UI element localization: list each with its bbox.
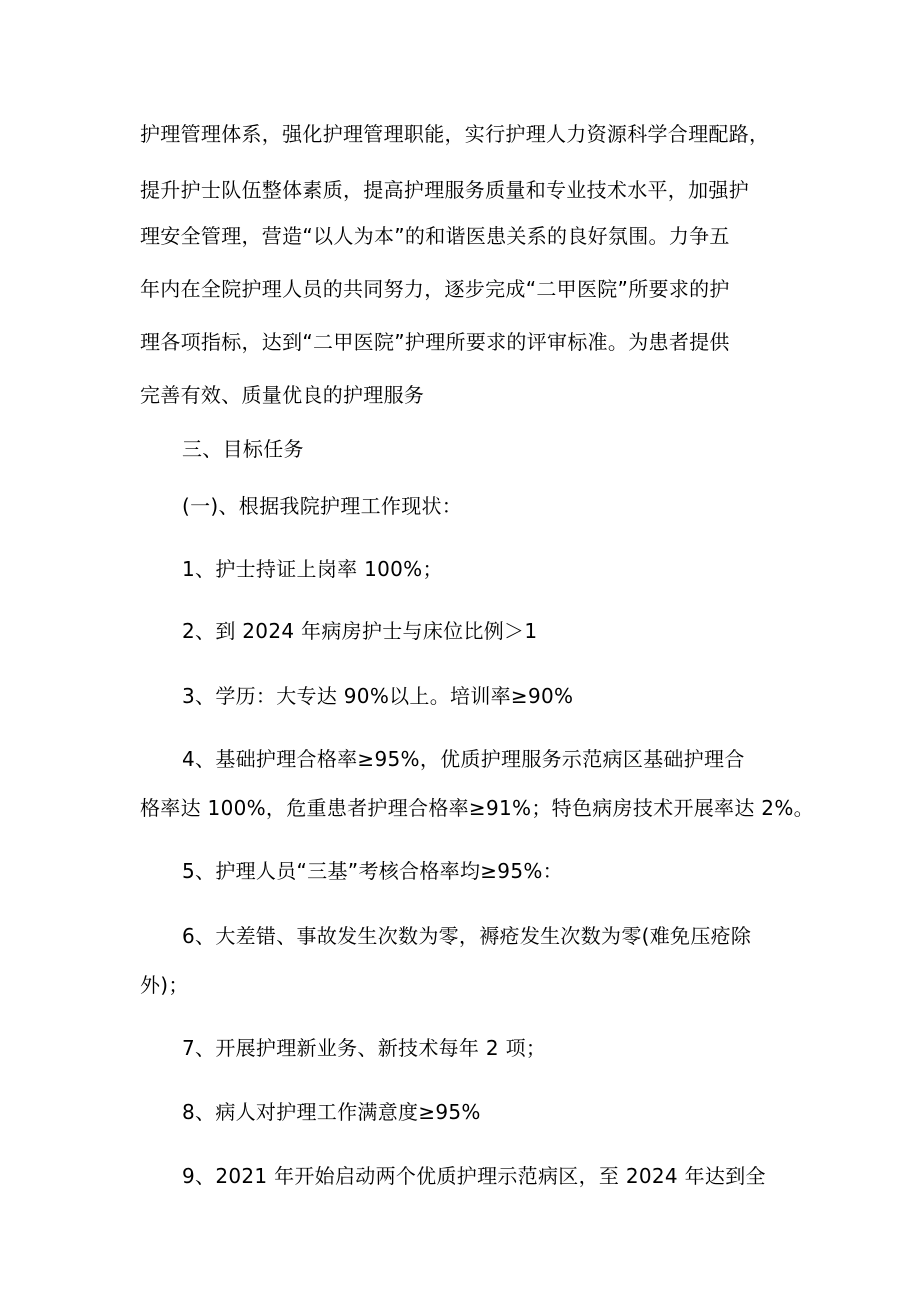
- intro-line: 完善有效、质量优良的护理服务: [140, 383, 425, 407]
- intro-line: 年内在全院护理人员的共同努力，逐步完成“二甲医院”所要求的护: [140, 277, 730, 301]
- intro-line: 提升护士队伍整体素质，提高护理服务质量和专业技术水平，加强护: [140, 178, 749, 202]
- intro-line: 理安全管理，营造“以人为本”的和谐医患关系的良好氛围。力争五: [140, 224, 730, 248]
- list-item-continuation: 格率达 100%，危重患者护理合格率≥91%；特色病房技术开展率达 2%。: [140, 796, 814, 820]
- section-heading: 三、目标任务: [182, 437, 304, 461]
- list-item: 9、2021 年开始启动两个优质护理示范病区，至 2024 年达到全: [182, 1164, 766, 1188]
- subheading: (一)、根据我院护理工作现状：: [182, 494, 463, 518]
- intro-line: 护理管理体系，强化护理管理职能，实行护理人力资源科学合理配路，: [140, 122, 770, 146]
- intro-line: 理各项指标，达到“二甲医院”护理所要求的评审标准。为患者提供: [140, 330, 730, 354]
- list-item: 5、护理人员“三基”考核合格率均≥95%：: [182, 859, 563, 883]
- list-item: 4、基础护理合格率≥95%，优质护理服务示范病区基础护理合: [182, 747, 745, 771]
- list-item: 7、开展护理新业务、新技术每年 2 项；: [182, 1036, 547, 1060]
- list-item: 2、到 2024 年病房护士与床位比例＞1: [182, 619, 538, 643]
- list-item: 3、学历：大专达 90%以上。培训率≥90%: [182, 684, 574, 708]
- list-item-continuation: 外)；: [140, 973, 189, 997]
- list-item: 6、大差错、事故发生次数为零，褥疮发生次数为零(难免压疮除: [182, 924, 752, 948]
- list-item: 1、护士持证上岗率 100%；: [182, 557, 443, 581]
- list-item: 8、病人对护理工作满意度≥95%: [182, 1100, 481, 1124]
